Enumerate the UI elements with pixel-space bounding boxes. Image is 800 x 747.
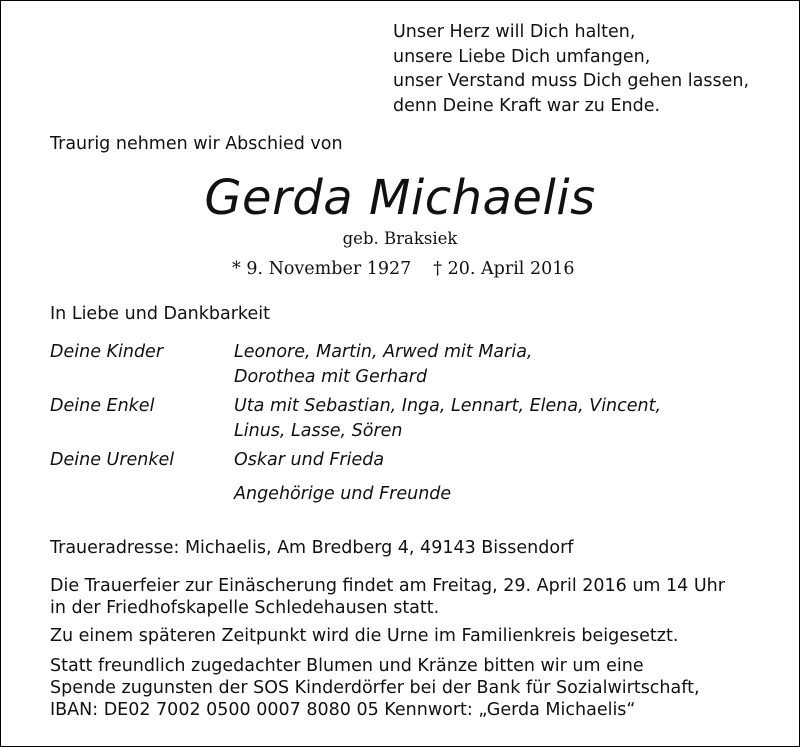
farewell-intro: Traurig nehmen wir Abschied von (50, 134, 343, 154)
donation-line: IBAN: DE02 7002 0500 0007 8080 05 Kennwort: „Gerda Michaelis“ (50, 700, 636, 720)
funeral-notice (50, 575, 770, 619)
names-line: Dorothea mit Gerhard (234, 366, 428, 387)
life-dates (232, 259, 575, 279)
family-row-grandchildren (50, 394, 661, 443)
deceased-name: Gerda Michaelis (204, 170, 596, 226)
relation-label: Deine Enkel (50, 396, 155, 416)
names-line: Linus, Lasse, Sören (234, 420, 403, 441)
birth-date: * 9. November 1927 (232, 259, 412, 279)
poem-line: unsere Liebe Dich umfangen, (393, 46, 651, 67)
urn-notice (50, 625, 770, 647)
poem-line: unser Verstand muss Dich gehen lassen, (393, 71, 750, 91)
urn-line: Zu einem späteren Zeitpunkt wird die Urne im Familienkreis beigesetzt. (50, 626, 679, 646)
family-row-great-grandchildren (50, 448, 661, 473)
donation-line: Spende zugunsten der SOS Kinderdörfer bei der Bank für Sozialwirtschaft, (50, 678, 700, 698)
relation-names (234, 340, 532, 389)
relation-names (234, 394, 661, 443)
relation-label: Deine Kinder (50, 342, 164, 362)
death-date: † 20. April 2016 (433, 259, 575, 279)
poem-verse (393, 20, 749, 118)
names-line: Uta mit Sebastian, Inga, Lennart, Elena, Vincent, (234, 396, 662, 416)
family-list (50, 340, 661, 478)
relatives-line: Angehörige und Freunde (234, 484, 452, 504)
maiden-name: geb. Braksiek (342, 229, 458, 248)
funeral-line: in der Friedhofskapelle Schledehausen statt. (50, 598, 440, 618)
family-row-children (50, 340, 661, 389)
gratitude-line: In Liebe und Dankbarkeit (50, 304, 270, 324)
names-line: Oskar und Frieda (234, 450, 385, 470)
names-line: Leonore, Martin, Arwed mit Maria, (234, 342, 533, 362)
donation-line: Statt freundlich zugedachter Blumen und Kränze bitten wir um eine (50, 656, 644, 676)
mourning-address: Traueradresse: Michaelis, Am Bredberg 4, 49143 Bissendorf (50, 538, 574, 558)
poem-line: Unser Herz will Dich halten, (393, 22, 636, 42)
funeral-line: Die Trauerfeier zur Einäscherung findet am Freitag, 29. April 2016 um 14 Uhr (50, 576, 725, 596)
poem-line: denn Deine Kraft war zu Ende. (393, 95, 661, 116)
relation-names (234, 448, 384, 473)
relation-label: Deine Urenkel (50, 450, 175, 470)
donation-notice (50, 655, 770, 721)
